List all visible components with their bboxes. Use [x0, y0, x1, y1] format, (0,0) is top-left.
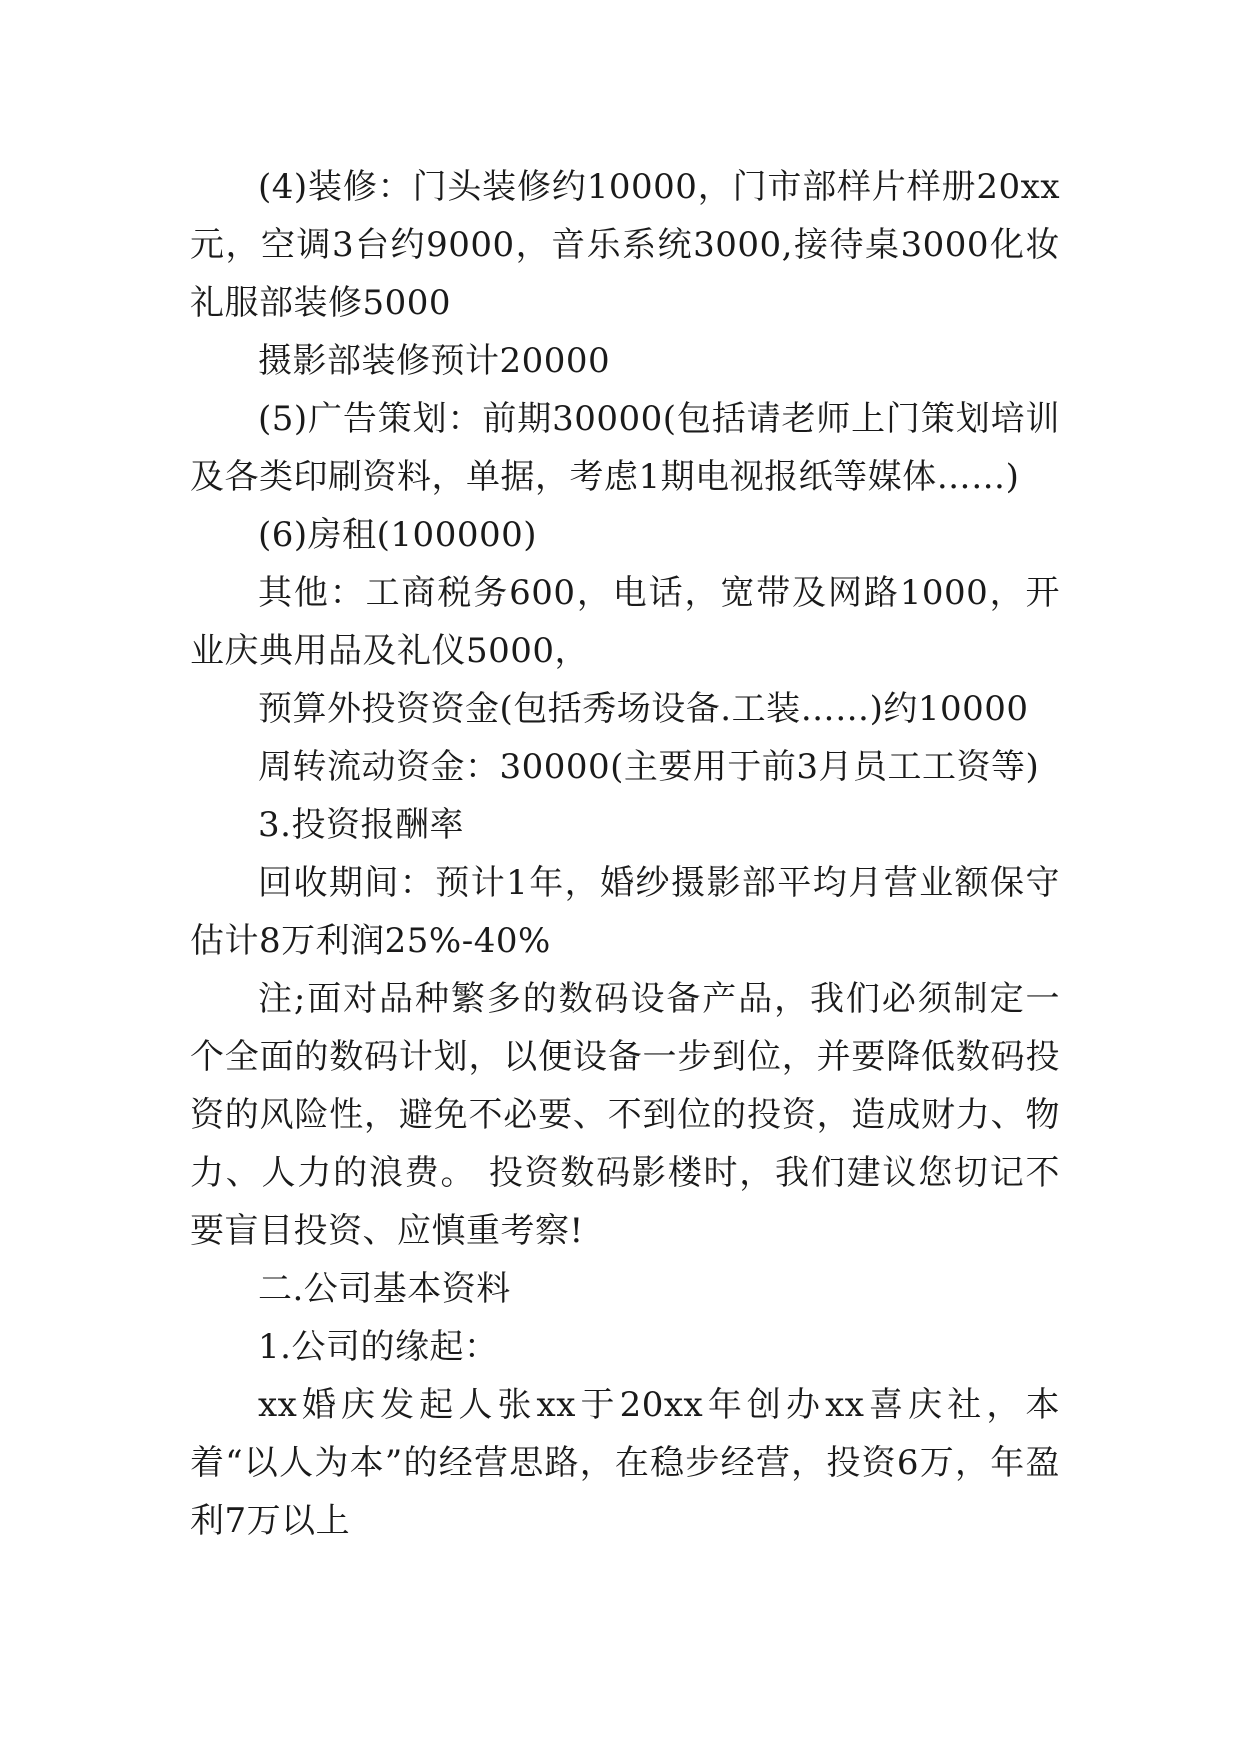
paragraph-payback-period: 回收期间：预计1年，婚纱摄影部平均月营业额保守估计8万利润25%-40%: [190, 863, 1060, 961]
paragraph-company-origin: xx婚庆发起人张xx于20xx年创办xx喜庆社，本着“以人为本”的经营思路，在稳步经营，投资6万，年盈利7万以上: [190, 1385, 1060, 1541]
section-heading-company-info: 二.公司基本资料: [258, 1269, 511, 1309]
paragraph-note: 注;面对品种繁多的数码设备产品，我们必须制定一个全面的数码计划，以便设备一步到位，并要降低数码投资的风险性，避免不必要、不到位的投资，造成财力、物力、人力的浪费。 投资数码影楼时，我们建议您切记不要盲目投资、应慎重考察!: [190, 979, 1060, 1251]
document-body: [190, 158, 1060, 1550]
section-heading-roi: 3.投资报酬率: [258, 805, 464, 845]
paragraph-renovation: (4)装修：门头装修约10000，门市部样片样册20xx元，空调3台约9000，音乐系统3000,接待桌3000化妆礼服部装修5000: [190, 167, 1060, 323]
paragraph-photography-renovation: 摄影部装修预计20000: [258, 341, 611, 381]
paragraph-rent: (6)房租(100000): [258, 515, 537, 555]
paragraph-working-capital: 周转流动资金：30000(主要用于前3月员工工资等): [258, 747, 1040, 787]
paragraph-other-costs: 其他：工商税务600，电话，宽带及网路1000，开业庆典用品及礼仪5000，: [190, 573, 1060, 671]
section-heading-company-origin: 1.公司的缘起：: [258, 1327, 499, 1367]
paragraph-extra-budget: 预算外投资资金(包括秀场设备.工装……)约10000: [258, 689, 1029, 729]
paragraph-advertising: (5)广告策划：前期30000(包括请老师上门策划培训及各类印刷资料，单据，考虑1期电视报纸等媒体……): [190, 399, 1060, 497]
